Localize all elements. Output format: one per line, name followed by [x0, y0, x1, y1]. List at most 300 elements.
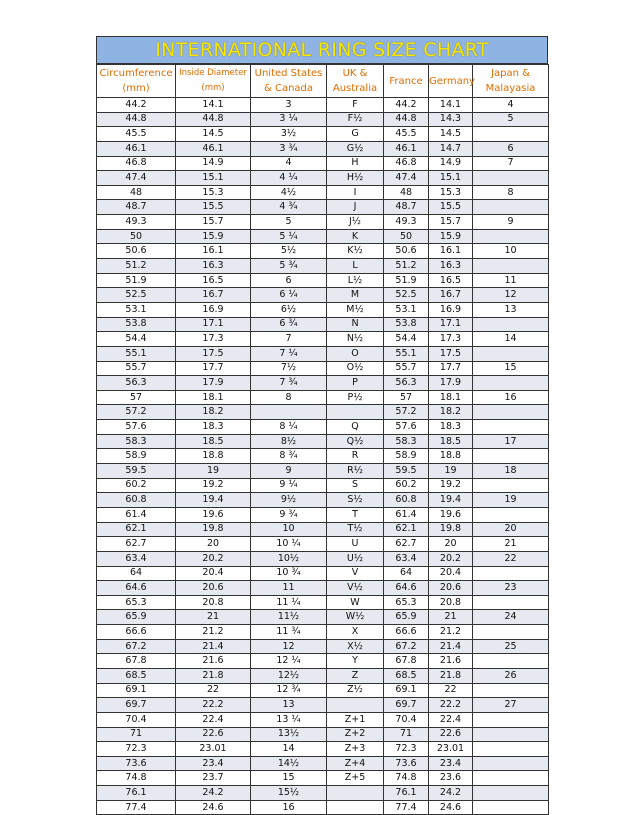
cell-us-canada: 8½	[251, 434, 327, 449]
cell-uk-australia: Q	[327, 420, 384, 435]
cell-france: 51.2	[384, 259, 429, 274]
cell-inside-diameter: 24.2	[176, 786, 251, 801]
cell-circumference: 46.8	[97, 156, 176, 171]
cell-uk-australia: Z+2	[327, 727, 384, 742]
cell-japan-malayasia: 26	[473, 668, 549, 683]
cell-inside-diameter: 19.2	[176, 478, 251, 493]
cell-us-canada: 9 ¼	[251, 478, 327, 493]
cell-japan-malayasia	[473, 376, 549, 391]
cell-france: 70.4	[384, 712, 429, 727]
cell-germany: 15.5	[429, 200, 473, 215]
cell-germany: 24.6	[429, 800, 473, 815]
table-row	[97, 595, 549, 610]
table-row	[97, 376, 549, 391]
cell-us-canada: 4½	[251, 185, 327, 200]
cell-germany: 22.2	[429, 698, 473, 713]
cell-france: 63.4	[384, 551, 429, 566]
cell-circumference: 50.6	[97, 244, 176, 259]
table-row	[97, 668, 549, 683]
header-line: Circumference	[99, 68, 173, 79]
cell-france: 48.7	[384, 200, 429, 215]
cell-japan-malayasia: 10	[473, 244, 549, 259]
cell-france: 53.8	[384, 317, 429, 332]
table-row	[97, 683, 549, 698]
cell-us-canada: 5½	[251, 244, 327, 259]
cell-us-canada: 13 ¼	[251, 712, 327, 727]
header-row	[97, 65, 549, 98]
cell-us-canada: 15½	[251, 786, 327, 801]
cell-circumference: 67.2	[97, 639, 176, 654]
cell-us-canada: 7	[251, 332, 327, 347]
cell-inside-diameter: 16.3	[176, 259, 251, 274]
cell-us-canada: 13½	[251, 727, 327, 742]
cell-circumference: 55.1	[97, 346, 176, 361]
cell-france: 46.8	[384, 156, 429, 171]
cell-germany: 18.3	[429, 420, 473, 435]
cell-uk-australia: M½	[327, 302, 384, 317]
cell-france: 64	[384, 566, 429, 581]
cell-inside-diameter: 18.3	[176, 420, 251, 435]
table-row	[97, 244, 549, 259]
cell-germany: 19.2	[429, 478, 473, 493]
cell-circumference: 60.8	[97, 493, 176, 508]
cell-japan-malayasia: 20	[473, 522, 549, 537]
cell-france: 64.6	[384, 581, 429, 596]
ring-size-chart	[96, 36, 548, 815]
cell-germany: 16.9	[429, 302, 473, 317]
cell-japan-malayasia	[473, 683, 549, 698]
header-germany	[429, 65, 473, 98]
cell-japan-malayasia: 15	[473, 361, 549, 376]
cell-japan-malayasia	[473, 625, 549, 640]
cell-japan-malayasia	[473, 449, 549, 464]
cell-japan-malayasia	[473, 786, 549, 801]
table-row	[97, 464, 549, 479]
cell-france: 51.9	[384, 273, 429, 288]
cell-france: 57	[384, 390, 429, 405]
cell-inside-diameter: 21	[176, 610, 251, 625]
table-row	[97, 800, 549, 815]
cell-france: 55.1	[384, 346, 429, 361]
cell-germany: 22.6	[429, 727, 473, 742]
header-line: France	[389, 75, 423, 87]
cell-uk-australia: J	[327, 200, 384, 215]
cell-us-canada: 13	[251, 698, 327, 713]
cell-france: 60.2	[384, 478, 429, 493]
cell-inside-diameter: 15.1	[176, 171, 251, 186]
cell-germany: 19	[429, 464, 473, 479]
table-row	[97, 449, 549, 464]
table-row	[97, 742, 549, 757]
cell-inside-diameter: 19.8	[176, 522, 251, 537]
table-row	[97, 434, 549, 449]
cell-uk-australia: U½	[327, 551, 384, 566]
cell-inside-diameter: 24.6	[176, 800, 251, 815]
table-row	[97, 493, 549, 508]
cell-uk-australia: W	[327, 595, 384, 610]
table-row	[97, 273, 549, 288]
cell-uk-australia: G½	[327, 141, 384, 156]
cell-france: 61.4	[384, 507, 429, 522]
cell-france: 62.7	[384, 537, 429, 552]
table-row	[97, 317, 549, 332]
cell-inside-diameter: 16.1	[176, 244, 251, 259]
cell-us-canada: 3 ¼	[251, 112, 327, 127]
cell-germany: 22	[429, 683, 473, 698]
table-row	[97, 405, 549, 420]
cell-uk-australia: Z+4	[327, 756, 384, 771]
cell-circumference: 58.9	[97, 449, 176, 464]
cell-circumference: 51.9	[97, 273, 176, 288]
cell-france: 69.7	[384, 698, 429, 713]
cell-germany: 18.5	[429, 434, 473, 449]
cell-uk-australia: S½	[327, 493, 384, 508]
table-row	[97, 771, 549, 786]
cell-germany: 14.9	[429, 156, 473, 171]
cell-circumference: 77.4	[97, 800, 176, 815]
cell-germany: 14.1	[429, 98, 473, 113]
cell-us-canada: 12 ¼	[251, 654, 327, 669]
cell-france: 44.2	[384, 98, 429, 113]
cell-germany: 15.9	[429, 229, 473, 244]
cell-us-canada: 8 ¾	[251, 449, 327, 464]
cell-germany: 17.7	[429, 361, 473, 376]
cell-inside-diameter: 20.6	[176, 581, 251, 596]
table-row	[97, 112, 549, 127]
cell-circumference: 54.4	[97, 332, 176, 347]
cell-france: 71	[384, 727, 429, 742]
cell-us-canada: 10½	[251, 551, 327, 566]
cell-us-canada: 3 ¾	[251, 141, 327, 156]
cell-germany: 17.5	[429, 346, 473, 361]
cell-japan-malayasia	[473, 478, 549, 493]
cell-japan-malayasia: 13	[473, 302, 549, 317]
cell-uk-australia: Q½	[327, 434, 384, 449]
table-row	[97, 420, 549, 435]
cell-uk-australia: L	[327, 259, 384, 274]
cell-circumference: 72.3	[97, 742, 176, 757]
cell-japan-malayasia	[473, 771, 549, 786]
cell-france: 52.5	[384, 288, 429, 303]
header-line: United States	[254, 68, 323, 79]
header-line: Germany	[429, 75, 475, 87]
cell-japan-malayasia: 18	[473, 464, 549, 479]
cell-us-canada: 7 ¼	[251, 346, 327, 361]
chart-title: INTERNATIONAL RING SIZE CHART	[96, 36, 548, 64]
cell-uk-australia: Z+5	[327, 771, 384, 786]
cell-us-canada: 10 ¼	[251, 537, 327, 552]
cell-germany: 15.3	[429, 185, 473, 200]
cell-germany: 15.7	[429, 215, 473, 230]
cell-us-canada: 9 ¾	[251, 507, 327, 522]
cell-inside-diameter: 14.1	[176, 98, 251, 113]
cell-germany: 21	[429, 610, 473, 625]
cell-inside-diameter: 21.2	[176, 625, 251, 640]
cell-germany: 16.7	[429, 288, 473, 303]
cell-circumference: 64	[97, 566, 176, 581]
cell-germany: 17.9	[429, 376, 473, 391]
cell-france: 46.1	[384, 141, 429, 156]
cell-uk-australia: M	[327, 288, 384, 303]
table-row	[97, 171, 549, 186]
header-line: UK &	[342, 68, 368, 79]
cell-uk-australia: X½	[327, 639, 384, 654]
cell-japan-malayasia	[473, 259, 549, 274]
cell-japan-malayasia	[473, 800, 549, 815]
cell-japan-malayasia	[473, 507, 549, 522]
cell-uk-australia	[327, 786, 384, 801]
table-row	[97, 141, 549, 156]
header-japan-malayasia	[473, 65, 549, 98]
table-row	[97, 727, 549, 742]
header-line: & Canada	[263, 83, 314, 94]
cell-germany: 18.8	[429, 449, 473, 464]
cell-france: 57.6	[384, 420, 429, 435]
cell-uk-australia: O	[327, 346, 384, 361]
cell-uk-australia: G	[327, 127, 384, 142]
cell-france: 72.3	[384, 742, 429, 757]
cell-germany: 19.4	[429, 493, 473, 508]
cell-uk-australia: S	[327, 478, 384, 493]
cell-circumference: 51.2	[97, 259, 176, 274]
cell-germany: 21.6	[429, 654, 473, 669]
table-row	[97, 654, 549, 669]
cell-japan-malayasia	[473, 566, 549, 581]
cell-inside-diameter: 17.1	[176, 317, 251, 332]
cell-circumference: 57	[97, 390, 176, 405]
cell-us-canada: 10	[251, 522, 327, 537]
cell-inside-diameter: 15.9	[176, 229, 251, 244]
cell-circumference: 71	[97, 727, 176, 742]
cell-inside-diameter: 17.7	[176, 361, 251, 376]
cell-inside-diameter: 20	[176, 537, 251, 552]
cell-us-canada: 12	[251, 639, 327, 654]
cell-circumference: 67.8	[97, 654, 176, 669]
cell-us-canada: 5 ¼	[251, 229, 327, 244]
cell-circumference: 65.3	[97, 595, 176, 610]
cell-japan-malayasia: 24	[473, 610, 549, 625]
cell-japan-malayasia: 25	[473, 639, 549, 654]
cell-inside-diameter: 21.4	[176, 639, 251, 654]
cell-inside-diameter: 44.8	[176, 112, 251, 127]
table-row	[97, 507, 549, 522]
cell-circumference: 55.7	[97, 361, 176, 376]
cell-circumference: 56.3	[97, 376, 176, 391]
cell-us-canada: 4	[251, 156, 327, 171]
cell-france: 50	[384, 229, 429, 244]
cell-inside-diameter: 22.2	[176, 698, 251, 713]
cell-germany: 16.1	[429, 244, 473, 259]
cell-us-canada: 11	[251, 581, 327, 596]
cell-uk-australia: F½	[327, 112, 384, 127]
cell-inside-diameter: 22.4	[176, 712, 251, 727]
cell-france: 56.3	[384, 376, 429, 391]
cell-france: 55.7	[384, 361, 429, 376]
cell-japan-malayasia	[473, 229, 549, 244]
cell-circumference: 57.2	[97, 405, 176, 420]
header-line: Inside Diameter	[179, 68, 247, 78]
cell-us-canada: 11½	[251, 610, 327, 625]
cell-germany: 14.7	[429, 141, 473, 156]
cell-inside-diameter: 23.4	[176, 756, 251, 771]
cell-us-canada: 12 ¾	[251, 683, 327, 698]
cell-circumference: 76.1	[97, 786, 176, 801]
cell-inside-diameter: 17.5	[176, 346, 251, 361]
cell-uk-australia: P	[327, 376, 384, 391]
cell-uk-australia: U	[327, 537, 384, 552]
cell-uk-australia: F	[327, 98, 384, 113]
cell-france: 44.8	[384, 112, 429, 127]
cell-france: 50.6	[384, 244, 429, 259]
cell-uk-australia: Z+1	[327, 712, 384, 727]
cell-japan-malayasia	[473, 346, 549, 361]
cell-us-canada: 8	[251, 390, 327, 405]
cell-germany: 22.4	[429, 712, 473, 727]
cell-inside-diameter: 19	[176, 464, 251, 479]
cell-circumference: 52.5	[97, 288, 176, 303]
cell-circumference: 61.4	[97, 507, 176, 522]
cell-germany: 21.8	[429, 668, 473, 683]
cell-uk-australia: N	[327, 317, 384, 332]
cell-circumference: 45.5	[97, 127, 176, 142]
table-row	[97, 346, 549, 361]
cell-france: 65.3	[384, 595, 429, 610]
cell-germany: 16.5	[429, 273, 473, 288]
cell-france: 47.4	[384, 171, 429, 186]
cell-us-canada: 5 ¾	[251, 259, 327, 274]
cell-circumference: 59.5	[97, 464, 176, 479]
cell-france: 59.5	[384, 464, 429, 479]
cell-circumference: 62.7	[97, 537, 176, 552]
cell-us-canada: 3	[251, 98, 327, 113]
cell-france: 73.6	[384, 756, 429, 771]
cell-france: 65.9	[384, 610, 429, 625]
cell-us-canada: 6	[251, 273, 327, 288]
cell-germany: 23.6	[429, 771, 473, 786]
cell-us-canada: 10 ¾	[251, 566, 327, 581]
cell-inside-diameter: 16.5	[176, 273, 251, 288]
cell-germany: 16.3	[429, 259, 473, 274]
cell-japan-malayasia	[473, 127, 549, 142]
cell-circumference: 46.1	[97, 141, 176, 156]
cell-japan-malayasia: 7	[473, 156, 549, 171]
cell-uk-australia: W½	[327, 610, 384, 625]
cell-uk-australia: X	[327, 625, 384, 640]
cell-france: 67.2	[384, 639, 429, 654]
cell-inside-diameter: 20.2	[176, 551, 251, 566]
cell-uk-australia: R	[327, 449, 384, 464]
cell-us-canada: 6½	[251, 302, 327, 317]
cell-uk-australia: T½	[327, 522, 384, 537]
table-row	[97, 610, 549, 625]
cell-japan-malayasia	[473, 317, 549, 332]
cell-circumference: 50	[97, 229, 176, 244]
cell-us-canada: 14½	[251, 756, 327, 771]
cell-circumference: 44.8	[97, 112, 176, 127]
header-line: Malayasia	[485, 83, 536, 94]
cell-germany: 20.8	[429, 595, 473, 610]
table-row	[97, 712, 549, 727]
table-row	[97, 756, 549, 771]
cell-france: 58.3	[384, 434, 429, 449]
cell-us-canada: 15	[251, 771, 327, 786]
cell-germany: 19.6	[429, 507, 473, 522]
cell-japan-malayasia	[473, 420, 549, 435]
table-row	[97, 332, 549, 347]
cell-circumference: 65.9	[97, 610, 176, 625]
cell-us-canada: 11 ¾	[251, 625, 327, 640]
table-body	[97, 98, 549, 815]
cell-circumference: 63.4	[97, 551, 176, 566]
cell-uk-australia: Z+3	[327, 742, 384, 757]
table-row	[97, 522, 549, 537]
cell-france: 77.4	[384, 800, 429, 815]
cell-japan-malayasia	[473, 727, 549, 742]
cell-uk-australia	[327, 405, 384, 420]
cell-inside-diameter: 17.9	[176, 376, 251, 391]
table-row	[97, 625, 549, 640]
cell-inside-diameter: 18.1	[176, 390, 251, 405]
cell-germany: 20.2	[429, 551, 473, 566]
cell-us-canada: 9	[251, 464, 327, 479]
table-row	[97, 215, 549, 230]
cell-japan-malayasia: 27	[473, 698, 549, 713]
header-circumference	[97, 65, 176, 98]
cell-uk-australia: Z½	[327, 683, 384, 698]
cell-japan-malayasia: 9	[473, 215, 549, 230]
header-uk-australia	[327, 65, 384, 98]
table-row	[97, 478, 549, 493]
cell-japan-malayasia	[473, 654, 549, 669]
cell-uk-australia: H½	[327, 171, 384, 186]
cell-japan-malayasia: 22	[473, 551, 549, 566]
cell-japan-malayasia	[473, 595, 549, 610]
cell-japan-malayasia: 11	[473, 273, 549, 288]
ring-size-table	[96, 64, 549, 815]
cell-inside-diameter: 19.4	[176, 493, 251, 508]
cell-france: 54.4	[384, 332, 429, 347]
header-line: Japan &	[491, 68, 530, 79]
cell-japan-malayasia: 6	[473, 141, 549, 156]
cell-france: 57.2	[384, 405, 429, 420]
cell-france: 58.9	[384, 449, 429, 464]
cell-france: 48	[384, 185, 429, 200]
cell-inside-diameter: 19.6	[176, 507, 251, 522]
cell-circumference: 48.7	[97, 200, 176, 215]
cell-japan-malayasia: 21	[473, 537, 549, 552]
cell-us-canada: 6 ¾	[251, 317, 327, 332]
table-row	[97, 581, 549, 596]
cell-france: 45.5	[384, 127, 429, 142]
cell-inside-diameter: 14.5	[176, 127, 251, 142]
table-row	[97, 185, 549, 200]
cell-france: 74.8	[384, 771, 429, 786]
table-row	[97, 786, 549, 801]
cell-japan-malayasia: 19	[473, 493, 549, 508]
cell-us-canada: 8 ¼	[251, 420, 327, 435]
cell-germany: 20.6	[429, 581, 473, 596]
table-row	[97, 259, 549, 274]
cell-us-canada: 4 ¾	[251, 200, 327, 215]
cell-japan-malayasia: 16	[473, 390, 549, 405]
cell-germany: 20.4	[429, 566, 473, 581]
cell-japan-malayasia	[473, 756, 549, 771]
cell-inside-diameter: 18.8	[176, 449, 251, 464]
cell-germany: 15.1	[429, 171, 473, 186]
table-row	[97, 537, 549, 552]
cell-uk-australia: K	[327, 229, 384, 244]
cell-france: 49.3	[384, 215, 429, 230]
